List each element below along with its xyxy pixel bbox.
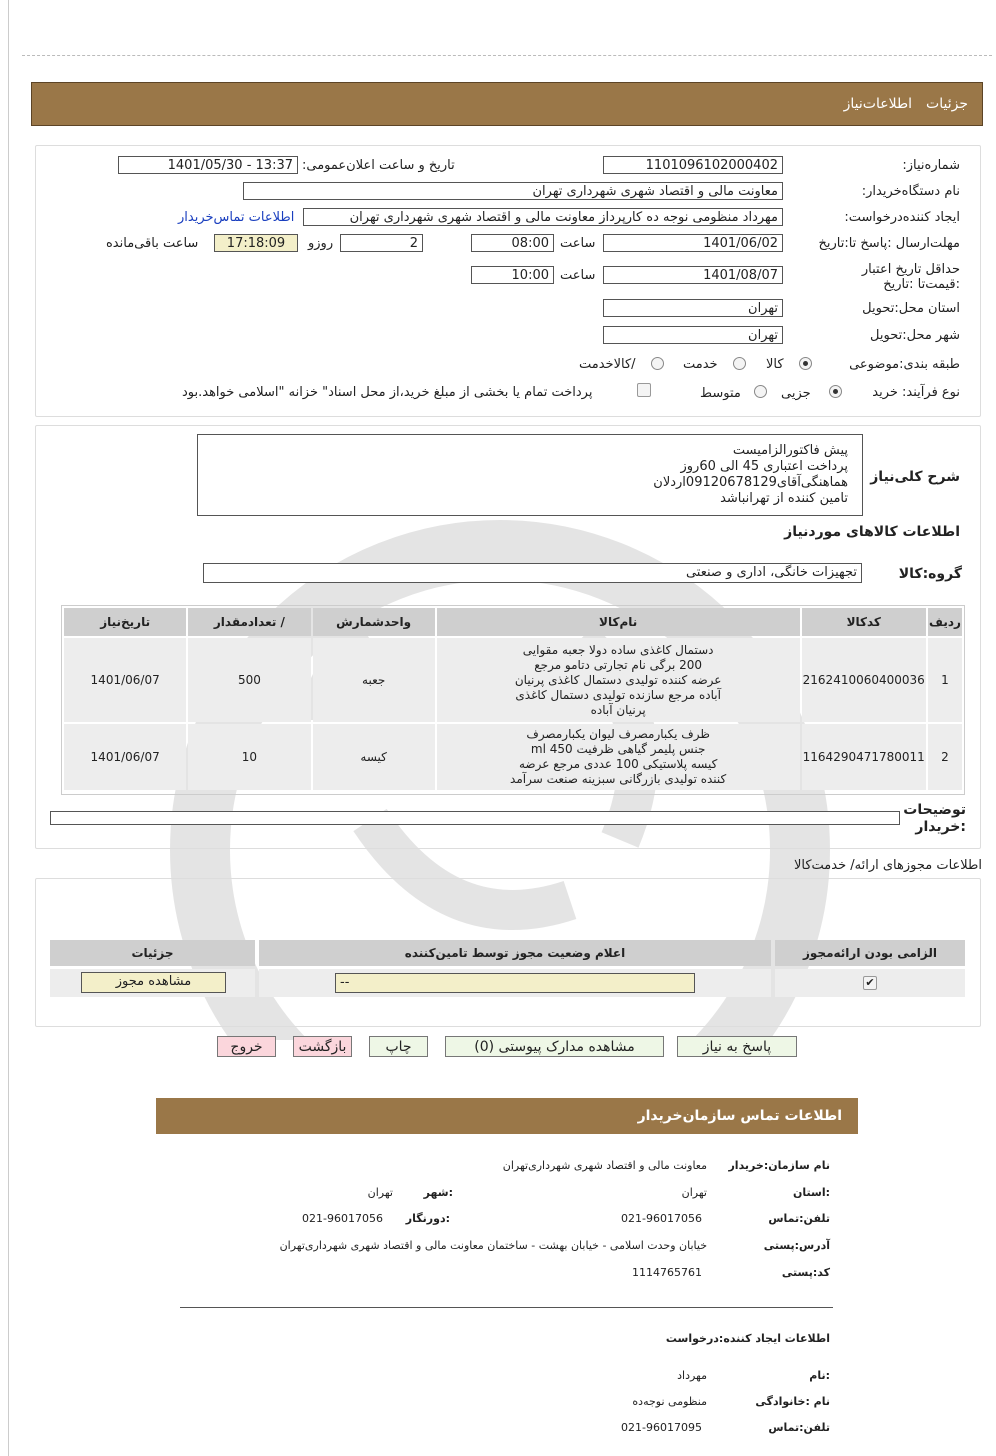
row-code: 2162410060400036 bbox=[802, 638, 926, 722]
goods-table-frame bbox=[61, 605, 965, 795]
process-option-minor: جزیی bbox=[781, 386, 811, 401]
city-label: شهر محل‌:تحویل bbox=[870, 328, 960, 343]
left-border bbox=[8, 0, 9, 1456]
contact-divider bbox=[180, 1307, 833, 1308]
creator-phone-label: تلفن‌:تماس bbox=[768, 1421, 830, 1434]
requester-field: مهرداد منظومی نوجه ده کارپرداز معاونت مالی و اقتصاد شهری شهرداری تهران bbox=[303, 208, 783, 226]
days-label: روزو bbox=[308, 236, 334, 251]
province-field: تهران bbox=[603, 299, 783, 317]
col-code: کدکالا bbox=[802, 608, 926, 636]
contact-address-value: خیابان وحدت اسلامی - خیابان بهشت - ساختمان معاونت مالی و اقتصاد شهری شهرداری‌تهران bbox=[279, 1239, 707, 1252]
row-name-line: آباده مرجع سازنده تولیدی دستمال کاغذی bbox=[515, 687, 721, 702]
category-label: طبقه بندی‌:موضوعی bbox=[849, 357, 960, 372]
permits-title: اطلاعات مجوزهای ارائه/ خدمت‌کالا bbox=[793, 858, 982, 873]
buyer-notes-field bbox=[50, 811, 900, 825]
creator-family-value: منظومی نوجه‌ده bbox=[632, 1395, 707, 1408]
reply-button[interactable]: پاسخ به نیاز bbox=[677, 1036, 797, 1057]
treasury-payment-note: پرداخت تمام یا بخشی از مبلغ خرید،از محل اسناد" خزانه "اسلامی خواهد.بود bbox=[182, 385, 593, 400]
process-radio-medium[interactable] bbox=[754, 385, 767, 398]
creator-name-label: :نام bbox=[809, 1369, 830, 1382]
creator-name-value: مهرداد bbox=[677, 1369, 707, 1382]
back-button[interactable]: بازگشت bbox=[293, 1036, 352, 1057]
col-row: ردیف bbox=[928, 608, 962, 636]
row-name-line: 200 برگی نام تجارتی دتامو مرجع bbox=[534, 657, 703, 672]
permit-required-cell bbox=[775, 969, 965, 997]
print-button[interactable]: چاپ bbox=[369, 1036, 428, 1057]
row-name-line: کیسه پلاستیکی 100 عددی مرجع عرضه bbox=[518, 757, 718, 771]
row-unit: کیسه bbox=[313, 724, 435, 790]
remaining-label: ساعت باقی‌مانده bbox=[106, 236, 199, 251]
goods-group-field: تجهیزات خانگی، اداری و صنعتی bbox=[203, 563, 862, 583]
validity-time-label: ساعت bbox=[560, 268, 596, 283]
row-name-line: دستمال کاغذی ساده دولا جعبه مقوایی bbox=[522, 642, 714, 657]
col-unit: واحدشمارش bbox=[313, 608, 435, 636]
deadline-time-field: 08:00 bbox=[471, 234, 554, 252]
tab-details[interactable]: جزئیات bbox=[926, 96, 968, 112]
announce-field: 1401/05/30 - 13:37 bbox=[118, 156, 298, 174]
buyer-notes-label: توضیحات :خریدار bbox=[903, 802, 966, 835]
table-row[interactable] bbox=[64, 638, 962, 722]
deadline-label: مهلت‌ارسال‌ :پاسخ تا:تاریخ bbox=[818, 236, 960, 251]
description-line: تامین کننده از تهرانباشد bbox=[720, 491, 848, 506]
contact-postal-value: 1114765761 bbox=[632, 1266, 702, 1279]
tab-need-info[interactable]: اطلاعات‌نیاز bbox=[843, 96, 912, 112]
permits-table bbox=[49, 939, 966, 999]
category-radio-goods[interactable] bbox=[799, 357, 812, 370]
contact-address-label: آدرس‌:پستی bbox=[763, 1239, 830, 1252]
goods-section-title: اطلاعات کالاهای موردنیاز bbox=[784, 524, 960, 540]
permit-col-status: اعلام وضعیت مجوز توسط تامین‌کننده bbox=[259, 940, 771, 966]
contact-title: اطلاعات تماس سازمان‌خریدار bbox=[637, 1108, 842, 1124]
view-permit-button[interactable]: مشاهده مجوز bbox=[81, 972, 226, 993]
row-code: 1164290471780011 bbox=[802, 724, 926, 790]
contact-fax-value: 021-96017056 bbox=[302, 1212, 383, 1225]
description-box bbox=[197, 434, 863, 516]
row-date: 1401/06/07 bbox=[64, 638, 186, 722]
creator-family-label: نام‌ :خانوادگی bbox=[755, 1395, 830, 1408]
row-name-line: عرضه کننده تولیدی دستمال کاغذی پرنیان bbox=[514, 672, 722, 687]
goods-group-label: گروه‌:کالا bbox=[898, 566, 962, 582]
contact-org-value: معاونت مالی و اقتصاد شهری شهرداری‌تهران bbox=[502, 1159, 707, 1172]
description-label: شرح کلی‌نیاز bbox=[870, 469, 960, 485]
contact-province-label: :استان bbox=[793, 1186, 830, 1199]
validity-time-field: 10:00 bbox=[471, 266, 554, 284]
deadline-date-field: 1401/06/02 bbox=[603, 234, 783, 252]
category-radio-both[interactable] bbox=[651, 357, 664, 370]
col-name: نام‌کالا bbox=[437, 608, 800, 636]
contact-province-value: تهران bbox=[681, 1186, 707, 1199]
need-number-field: 1101096102000402 bbox=[603, 156, 783, 174]
buyer-org-field: معاونت مالی و اقتصاد شهری شهرداری تهران bbox=[243, 182, 783, 200]
city-field: تهران bbox=[603, 326, 783, 344]
goods-table-header bbox=[64, 608, 962, 636]
permit-col-required: الزامی بودن ارائه‌مجوز bbox=[775, 940, 965, 966]
description-line: پیش فاکتورالزامیست bbox=[732, 443, 848, 458]
table-row[interactable] bbox=[64, 724, 962, 790]
validity-date-field: 1401/08/07 bbox=[603, 266, 783, 284]
category-option-service: خدمت bbox=[683, 357, 718, 372]
contact-phone-value: 021-96017056 bbox=[621, 1212, 702, 1225]
permit-status-cell bbox=[259, 969, 771, 997]
row-date: 1401/06/07 bbox=[64, 724, 186, 790]
row-name-line: پرنیان آباده bbox=[590, 702, 646, 717]
requester-label: ایجاد کننده‌درخواست: bbox=[844, 210, 960, 225]
contact-postal-label: کد‌:پستی bbox=[781, 1266, 830, 1279]
permit-required-checkbox[interactable]: ✔ bbox=[863, 976, 877, 990]
top-separator bbox=[22, 55, 992, 56]
announce-label: تاریخ و ساعت اعلان‌عمومی: bbox=[302, 158, 455, 173]
permit-details-cell bbox=[50, 969, 255, 997]
contact-header bbox=[156, 1098, 858, 1134]
treasury-payment-checkbox[interactable] bbox=[637, 383, 651, 397]
row-name bbox=[437, 724, 800, 790]
page-header bbox=[31, 82, 983, 126]
buyer-contact-link[interactable]: اطلاعات تماس‌خریدار bbox=[178, 210, 295, 225]
row-index: 1 bbox=[928, 638, 962, 722]
description-line: پرداخت اعتباری 45 الی 60روز bbox=[680, 459, 848, 474]
row-qty: 10 bbox=[188, 724, 310, 790]
creator-title: اطلاعات ایجاد کننده‌:درخواست bbox=[665, 1332, 830, 1345]
permit-status-field[interactable]: -- bbox=[335, 973, 695, 993]
days-field: 2 bbox=[340, 234, 423, 252]
attachments-button[interactable]: مشاهده مدارک پیوستی (0) bbox=[445, 1036, 664, 1057]
category-radio-service[interactable] bbox=[733, 357, 746, 370]
col-qty: / تعدادمقدار bbox=[188, 608, 310, 636]
permit-col-details: جزئیات bbox=[50, 940, 255, 966]
category-option-goods: کالا bbox=[766, 357, 784, 372]
need-number-label: شماره‌نیاز: bbox=[902, 158, 960, 173]
row-qty: 500 bbox=[188, 638, 310, 722]
row-name-line: کننده تولیدی بازرگانی سبزینه صنعت سرآمد bbox=[510, 772, 727, 786]
process-option-medium: متوسط bbox=[700, 386, 741, 401]
row-unit: جعبه bbox=[313, 638, 435, 722]
col-date: تاریخ‌نیاز bbox=[64, 608, 186, 636]
description-line: هماهنگی‌آقای09120678129اردلان bbox=[653, 475, 848, 490]
buyer-org-label: نام دستگاه‌خریدار: bbox=[861, 184, 960, 199]
remaining-time-field: 17:18:09 bbox=[214, 234, 298, 252]
process-radio-minor[interactable] bbox=[829, 385, 842, 398]
process-label: نوع فرآیند: خرید bbox=[872, 385, 960, 400]
contact-city-value: تهران bbox=[367, 1186, 393, 1199]
contact-fax-label: :دورنگار bbox=[405, 1212, 450, 1225]
goods-table bbox=[62, 606, 964, 792]
province-label: استان محل‌:تحویل bbox=[862, 301, 960, 316]
row-name-line: ظرف یکبارمصرف لیوان یکبارمصرف bbox=[526, 727, 710, 741]
contact-phone-label: تلفن‌:تماس bbox=[768, 1212, 830, 1225]
exit-button[interactable]: خروج bbox=[217, 1036, 276, 1057]
category-option-both: /کالاخدمت bbox=[579, 357, 636, 372]
creator-phone-value: 021-96017095 bbox=[621, 1421, 702, 1434]
row-index: 2 bbox=[928, 724, 962, 790]
row-name-line: جنس پلیمر گیاهی ظرفیت 450 ml bbox=[530, 742, 706, 756]
contact-org-label: نام سازمان‌:خریدار bbox=[728, 1159, 830, 1172]
validity-label: حداقل تاریخ اعتبار :قیمت‌تا :تاریخ bbox=[861, 262, 960, 292]
contact-city-label: :شهر bbox=[423, 1186, 453, 1199]
row-name bbox=[437, 638, 800, 722]
deadline-time-label: ساعت bbox=[560, 236, 596, 251]
